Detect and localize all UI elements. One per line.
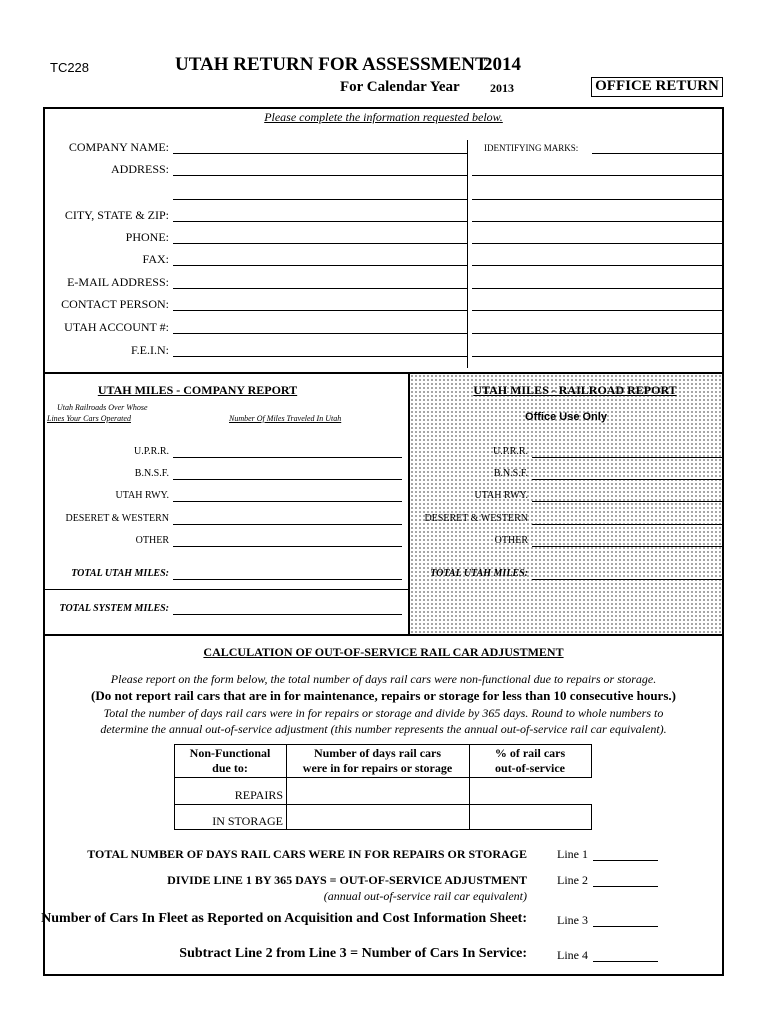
- company-other-field[interactable]: [173, 533, 402, 547]
- total-utah-separator: [43, 589, 408, 590]
- identifying-marks-line-10[interactable]: [472, 343, 723, 357]
- identifying-marks-label: IDENTIFYING MARKS:: [484, 143, 579, 153]
- office-use-only-label: Office Use Only: [525, 411, 607, 423]
- identifying-marks-line-3[interactable]: [472, 186, 723, 200]
- calculation-paragraph-2: (Do not report rail cars that are in for maintenance, repairs or storage for less than 10 consecutive hours.): [91, 688, 676, 703]
- identifying-marks-line-4[interactable]: [472, 208, 723, 222]
- company-other-label: OTHER: [135, 535, 169, 546]
- identifying-marks-line-7[interactable]: [472, 275, 723, 289]
- address-label: ADDRESS:: [110, 162, 169, 176]
- line-2-text: DIVIDE LINE 1 BY 365 DAYS = OUT-OF-SERVICE ADJUSTMENT: [167, 873, 527, 887]
- calculation-paragraph-1: Please report on the form below, the total number of days rail cars were non-functional due to repairs or storage.: [110, 672, 657, 686]
- repairs-days-cell[interactable]: [287, 778, 468, 804]
- calendar-year-value: 2013: [490, 81, 514, 95]
- address-field-2[interactable]: [173, 186, 467, 200]
- phone-label: PHONE:: [125, 230, 169, 244]
- company-deseret-label: DESERET & WESTERN: [65, 513, 169, 524]
- phone-field[interactable]: [173, 230, 467, 244]
- fein-field[interactable]: [173, 343, 467, 357]
- company-report-title: UTAH MILES - COMPANY REPORT: [97, 383, 298, 397]
- line-3-label: Line 3: [557, 913, 588, 927]
- railroad-utah-rwy-label: UTAH RWY.: [474, 490, 528, 501]
- identifying-marks-line-8[interactable]: [472, 297, 723, 311]
- line-4-text: Subtract Line 2 from Line 3 = Number of Cars In Service:: [179, 946, 527, 961]
- fax-label: FAX:: [142, 252, 169, 266]
- identifying-marks-line-6[interactable]: [472, 252, 723, 266]
- company-deseret-field[interactable]: [173, 511, 402, 525]
- contact-person-field[interactable]: [173, 297, 467, 311]
- instruction-text: Please complete the information requested below.: [264, 110, 503, 124]
- line-2-subtext: (annual out-of-service rail car equivalent): [323, 889, 527, 903]
- identifying-marks-line-2[interactable]: [472, 162, 723, 176]
- railroad-report-title: UTAH MILES - RAILROAD REPORT: [473, 383, 677, 397]
- calculation-paragraph-4: determine the annual out-of-service adjustment (this number represents the annual out-of-service rail car equivalent).: [100, 722, 667, 736]
- table-header-percent: % of rail cars out-of-service: [494, 746, 566, 775]
- email-label: E-MAIL ADDRESS:: [67, 275, 169, 289]
- company-utah-rwy-label: UTAH RWY.: [115, 490, 169, 501]
- line-2-label: Line 2: [557, 873, 588, 887]
- total-system-miles-field[interactable]: [173, 601, 402, 615]
- city-state-zip-field[interactable]: [173, 208, 467, 222]
- form-year: 2014: [483, 54, 521, 75]
- table-row-repairs-label: REPAIRS: [234, 788, 283, 802]
- fax-field[interactable]: [173, 252, 467, 266]
- company-bnsf-field[interactable]: [173, 466, 402, 480]
- calendar-year-label: For Calendar Year: [340, 79, 460, 95]
- line-1-field[interactable]: [593, 847, 658, 861]
- city-state-zip-label: CITY, STATE & ZIP:: [64, 208, 169, 222]
- railroad-utah-rwy-field: [532, 488, 722, 502]
- identifying-marks-field[interactable]: [592, 140, 723, 154]
- address-field[interactable]: [173, 162, 467, 176]
- total-system-miles-label: TOTAL SYSTEM MILES:: [59, 603, 169, 614]
- railroad-bnsf-label: B.N.S.F.: [493, 468, 528, 479]
- line-1-label: Line 1: [557, 847, 588, 861]
- office-return-badge: [591, 77, 723, 97]
- miles-section-bottom: [43, 634, 724, 636]
- railroad-bnsf-field: [532, 466, 722, 480]
- table-row-storage-label: IN STORAGE: [212, 814, 283, 828]
- railroad-total-utah-field: [532, 566, 722, 580]
- calculation-paragraph-3: Total the number of days rail cars were in for repairs or storage and divide by 365 days. Round to whole numbers to: [103, 706, 664, 720]
- fein-label: F.E.I.N:: [130, 343, 169, 357]
- identifying-marks-line-5[interactable]: [472, 230, 723, 244]
- company-report-note-2: Lines Your Cars Operated: [47, 414, 131, 423]
- company-bnsf-label: B.N.S.F.: [134, 468, 169, 479]
- company-uprr-field[interactable]: [173, 444, 402, 458]
- form-id: TC228: [50, 60, 90, 75]
- company-name-label: COMPANY NAME:: [68, 140, 169, 154]
- contact-person-label: CONTACT PERSON:: [61, 297, 169, 311]
- miles-traveled-note: Number Of Miles Traveled In Utah: [229, 414, 342, 423]
- railroad-deseret-label: DESERET & WESTERN: [424, 513, 528, 524]
- railroad-deseret-field: [532, 511, 722, 525]
- form-title: UTAH RETURN FOR ASSESSMENT: [175, 54, 488, 75]
- table-header-days: Number of days rail cars were in for repairs or storage: [302, 746, 453, 775]
- storage-days-cell[interactable]: [287, 805, 468, 829]
- repairs-percent-cell[interactable]: [470, 778, 591, 804]
- line-1-text: TOTAL NUMBER OF DAYS RAIL CARS WERE IN FOR REPAIRS OR STORAGE: [87, 847, 527, 861]
- identifying-marks-line-9[interactable]: [472, 320, 723, 334]
- utah-account-field[interactable]: [173, 320, 467, 334]
- office-return-text: OFFICE RETURN: [595, 78, 719, 94]
- company-total-utah-label: TOTAL UTAH MILES:: [71, 568, 169, 579]
- table-header-non-functional: Non-Functional due to:: [189, 746, 271, 775]
- company-report-note-1: Utah Railroads Over Whose: [57, 403, 148, 412]
- line-4-label: Line 4: [557, 948, 588, 962]
- railroad-total-utah-label: TOTAL UTAH MILES:: [430, 568, 528, 579]
- company-uprr-label: U.P.R.R.: [133, 446, 169, 457]
- company-name-field[interactable]: [173, 140, 467, 154]
- line-3-field[interactable]: [593, 913, 658, 927]
- company-utah-rwy-field[interactable]: [173, 488, 402, 502]
- info-divider: [467, 140, 468, 368]
- railroad-other-label: OTHER: [494, 535, 528, 546]
- calculation-title: CALCULATION OF OUT-OF-SERVICE RAIL CAR ADJUSTMENT: [203, 645, 564, 659]
- line-4-field[interactable]: [593, 948, 658, 962]
- railroad-other-field: [532, 533, 722, 547]
- railroad-uprr-field: [532, 444, 722, 458]
- line-2-field[interactable]: [593, 873, 658, 887]
- email-field[interactable]: [173, 275, 467, 289]
- out-of-service-table: [174, 744, 592, 830]
- company-total-utah-field[interactable]: [173, 566, 402, 580]
- utah-account-label: UTAH ACCOUNT #:: [64, 320, 169, 334]
- railroad-uprr-label: U.P.R.R.: [492, 446, 528, 457]
- line-3-text: Number of Cars In Fleet as Reported on Acquisition and Cost Information Sheet:: [41, 911, 527, 926]
- storage-percent-cell[interactable]: [470, 805, 591, 829]
